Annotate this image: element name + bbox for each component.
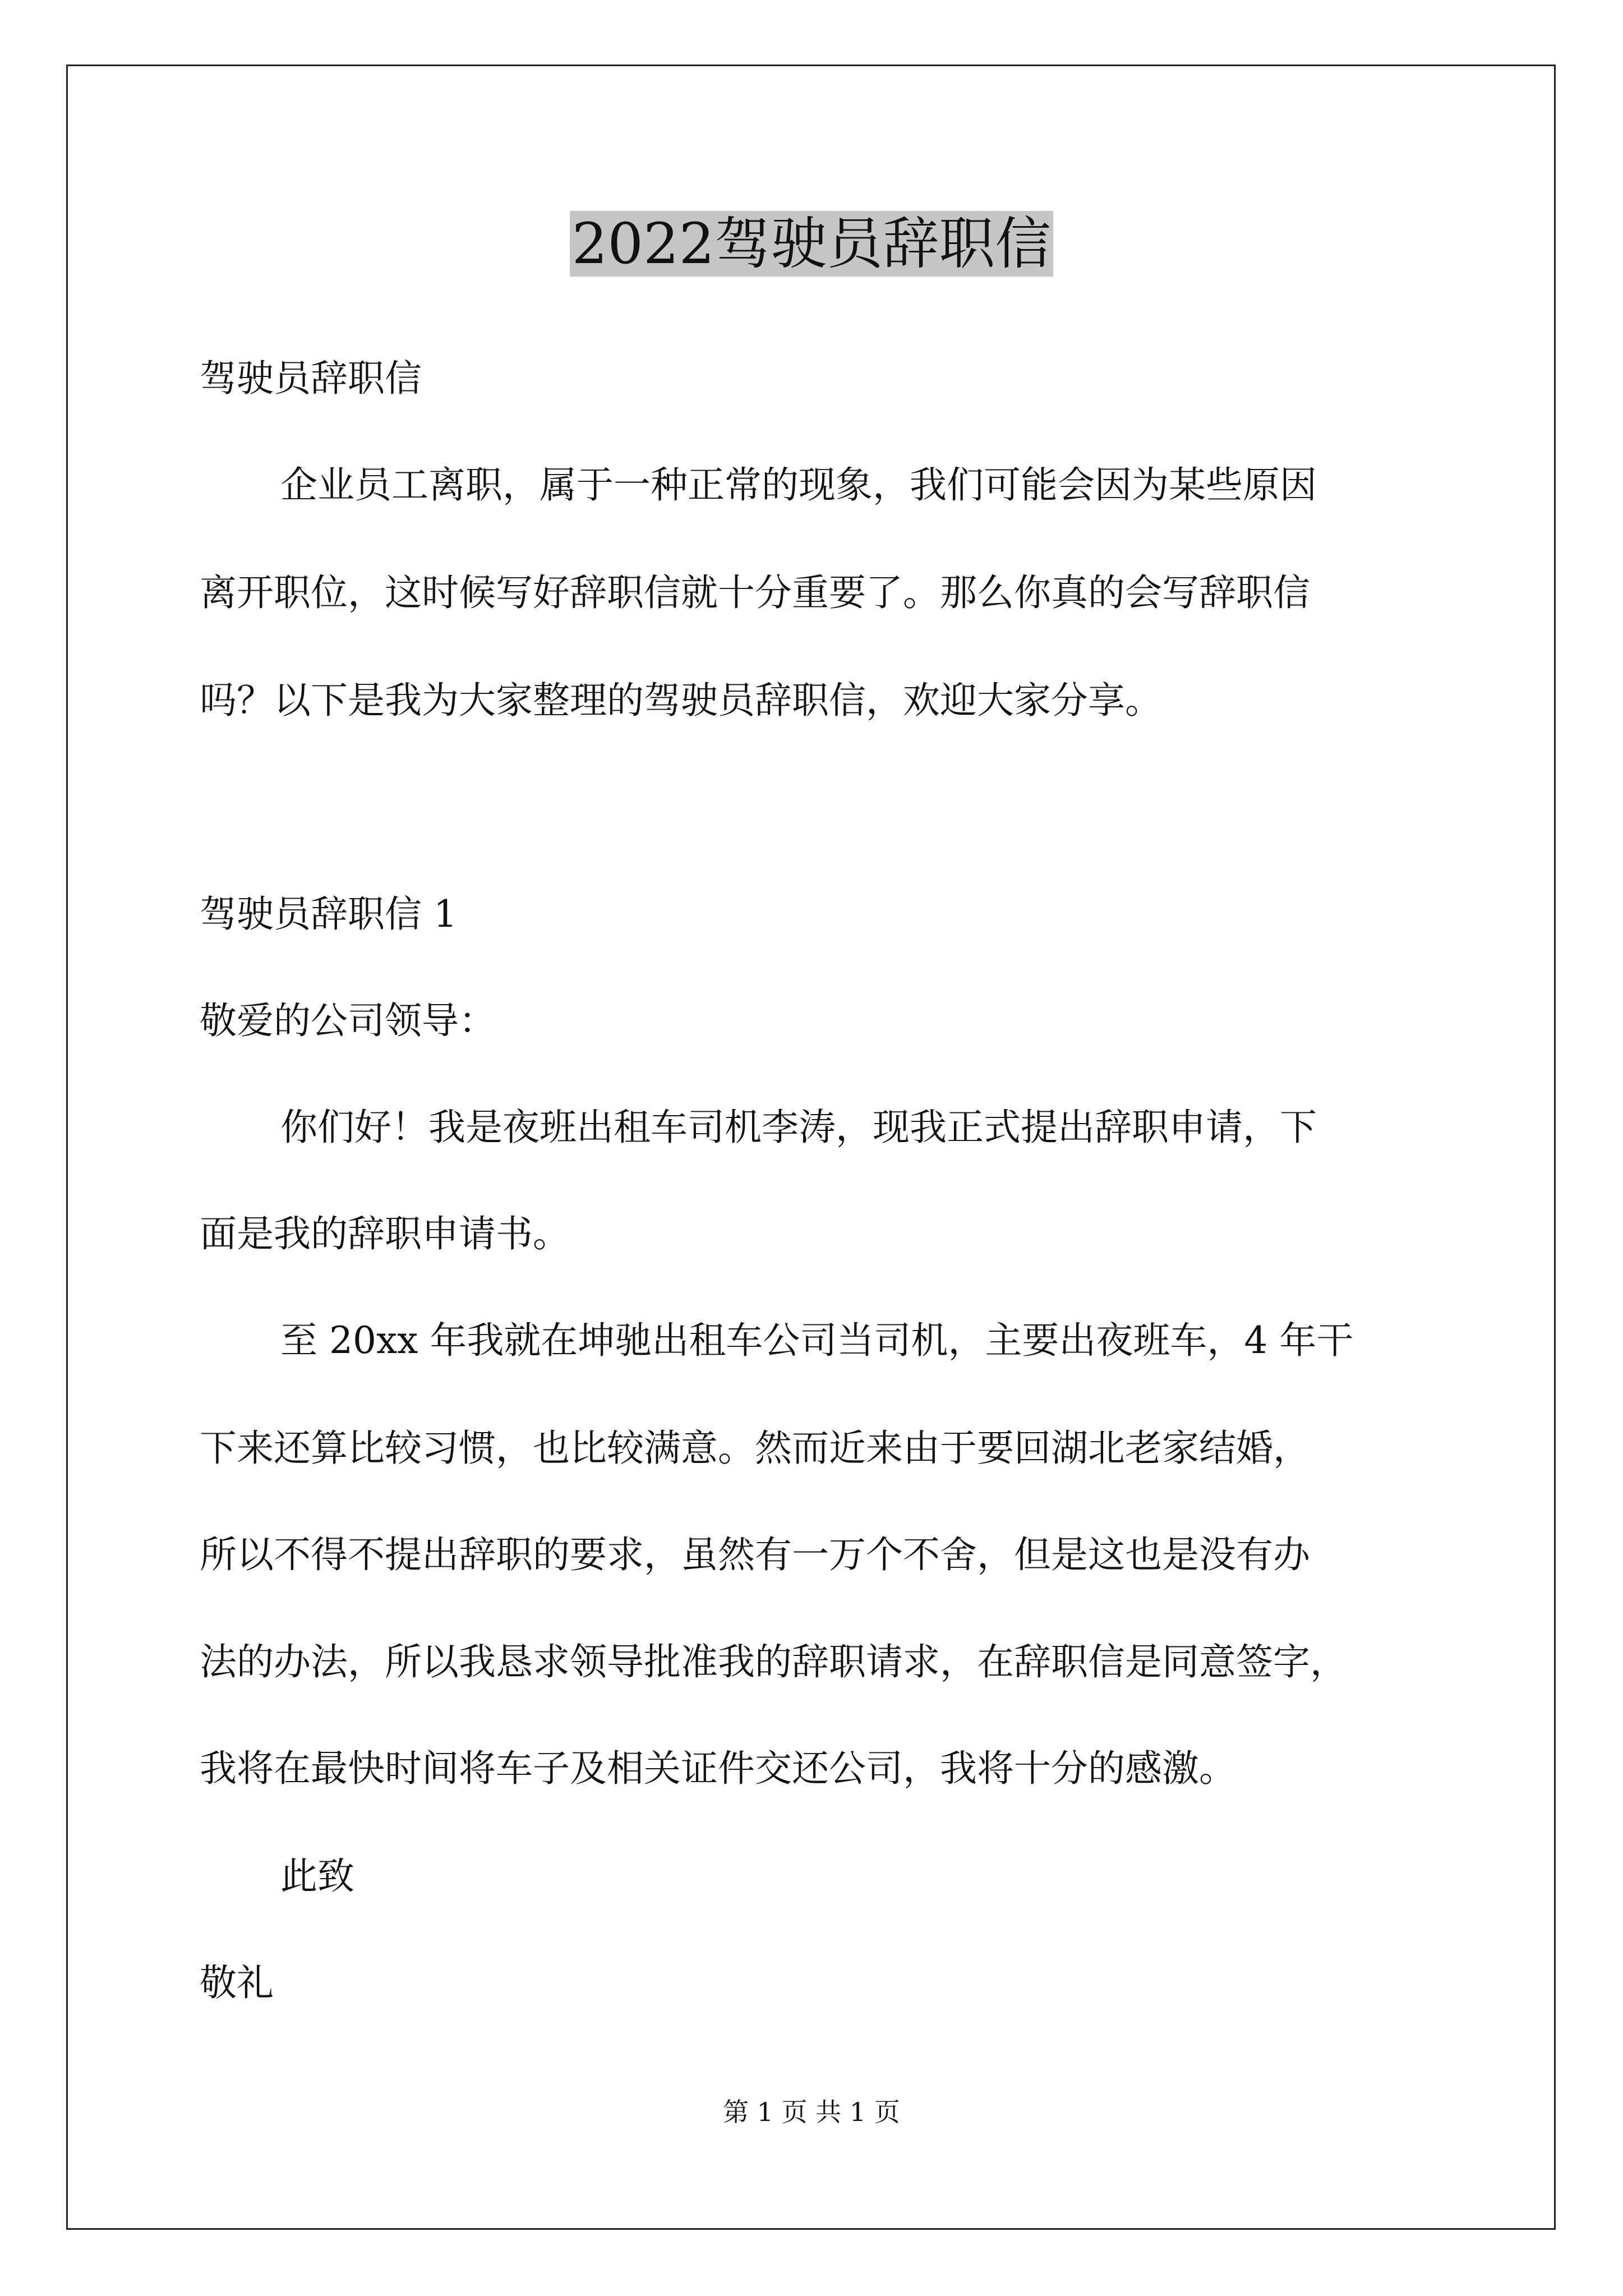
document-subtitle: 驾驶员辞职信 (200, 357, 422, 400)
paragraph2-line: 我将在最快时间将车子及相关证件交还公司，我将十分的感激。 (200, 1747, 1236, 1790)
closing-line: 敬礼 (200, 1961, 274, 2004)
paragraph2-line: 下来还算比较习惯，也比较满意。然而近来由于要回湖北老家结婚， (200, 1427, 1310, 1470)
paragraph2-line: 所以不得不提出辞职的要求，虽然有一万个不舍，但是这也是没有办 (200, 1533, 1310, 1576)
intro-line: 吗？以下是我为大家整理的驾驶员辞职信，欢迎大家分享。 (200, 679, 1162, 722)
paragraph1-line: 你们好！我是夜班出租车司机李涛，现我正式提出辞职申请，下 (280, 1106, 1317, 1149)
document-title-text: 2022驾驶员辞职信 (570, 211, 1054, 277)
paragraph2-line: 法的办法，所以我恳求领导批准我的辞职请求，在辞职信是同意签字， (200, 1640, 1347, 1683)
intro-line: 离开职位，这时候写好辞职信就十分重要了。那么你真的会写辞职信 (200, 571, 1310, 614)
salutation: 敬爱的公司领导： (200, 999, 496, 1042)
closing-line: 此致 (280, 1855, 354, 1898)
paragraph1-line: 面是我的辞职申请书。 (200, 1212, 570, 1255)
section-heading: 驾驶员辞职信 1 (200, 892, 457, 936)
intro-line: 企业员工离职，属于一种正常的现象，我们可能会因为某些原因 (280, 463, 1317, 507)
page-footer: 第 1 页 共 1 页 (723, 2097, 900, 2127)
document-title (0, 208, 1623, 280)
paragraph2-line: 至 20xx 年我就在坤驰出租车公司当司机，主要出夜班车，4 年干 (280, 1319, 1354, 1362)
